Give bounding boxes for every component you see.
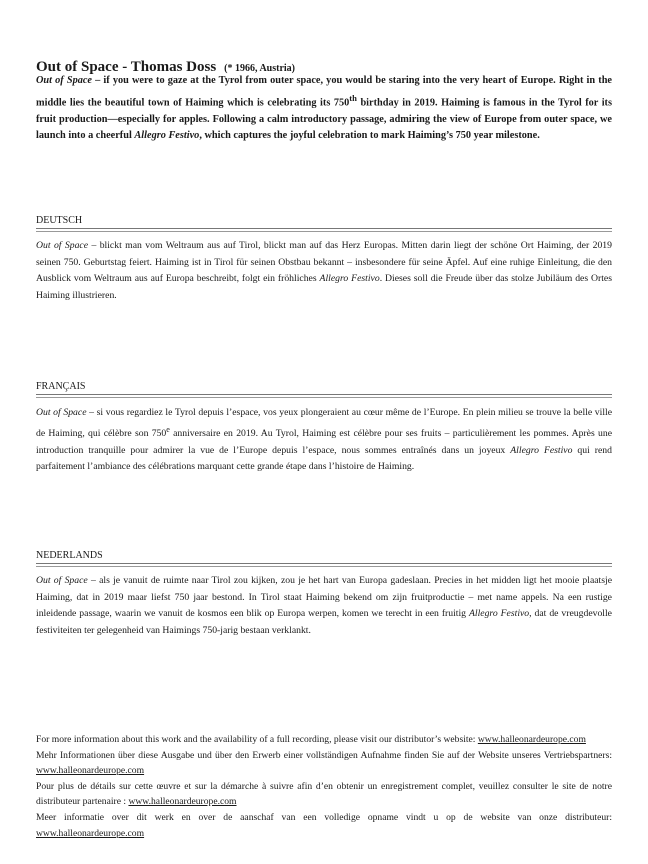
- nl-work-title: Out of Space: [36, 575, 88, 586]
- footer-english-link[interactable]: www.halleonardeurope.com: [477, 734, 586, 745]
- footer-francais: [36, 779, 612, 810]
- footer-distributor-info: [36, 732, 612, 841]
- fr-text-3: qui rend parfaitement l’ambiance des célébrations marquant cette grande étape dans l’histoire de Haiming.: [36, 444, 612, 473]
- footer-english-text: For more information about this work and the availability of a full recording, please visit our distributor’s website:: [36, 734, 478, 745]
- footer-deutsch-link[interactable]: www.halleonardeurope.com: [36, 765, 145, 777]
- section-heading-deutsch: DEUTSCH: [36, 215, 612, 229]
- footer-nederlands: [36, 810, 612, 841]
- intro-superscript: th: [349, 92, 357, 103]
- section-heading-nederlands: NEDERLANDS: [36, 550, 612, 564]
- fr-tempo-marking: Allegro Festivo: [510, 444, 573, 456]
- footer-francais-link[interactable]: www.halleonardeurope.com: [128, 796, 237, 808]
- nl-text-1: – als je vanuit de ruimte naar Tirol zou kijken, zou je het hart van Europa gadeslaan. Precies in het midden ligt het mooie plaatsje Haiming, dat in 2019 maar liefst 750 jaar bestond. In Tirol staat Haiming bekend om zijn fruitproductie – met name appels. Na een rustige inleidende passage, waarin we vanuit de kosmos een blik op Europa werpen, komen we terecht in een fruitig: [36, 575, 612, 620]
- section-body-nederlands: [36, 573, 612, 640]
- footer-english: [36, 732, 612, 748]
- de-text-2: . Dieses soll die Freude über das stolze Jubiläum des Ortes Haiming illustrieren.: [36, 273, 613, 302]
- intro-paragraph-english: [36, 73, 612, 145]
- de-work-title: Out of Space: [36, 240, 89, 251]
- footer-deutsch: [36, 748, 612, 779]
- nl-text-2: , dat de vreugdevolle festiviteiten ter gelegenheid van Haimings 750-jarig bestaan verklankt.: [36, 608, 612, 637]
- section-heading-francais: FRANÇAIS: [36, 381, 612, 395]
- fr-text-2: anniversaire en 2019. Au Tyrol, Haiming est célèbre pour ses fruits – particulièrement les pommes. Après une introduction tranquille pour admirer la vue de l’Europe depuis l’espace, nous sommes entraînés dans un joyeux: [36, 427, 613, 456]
- de-tempo-marking: Allegro Festivo: [319, 273, 380, 285]
- footer-nederlands-link[interactable]: www.halleonardeurope.com: [36, 827, 145, 839]
- fr-text-1: – si vous regardiez le Tyrol depuis l’espace, vos yeux plongeraient au cœur même de l’Europe. En plein milieu se trouve la belle ville de Haiming, qui célèbre son 750: [36, 407, 613, 439]
- section-body-francais: [36, 405, 612, 476]
- de-text-1: – blickt man vom Weltraum aus auf Tirol, blickt man auf das Herz Europas. Mitten darin liegt der schöne Ort Haiming, der 2019 seinen 750. Geburtstag feiert. Haiming ist in Tirol für seinen Obstbau bekannt – insbesondere für seine Äpfel. Auf eine ruhige Einleitung, die den Ausblick vom Weltraum aus auf Europa beschreibt, folgt ein fröhliches: [36, 240, 612, 285]
- footer-deutsch-text: Mehr Informationen über diese Ausgabe und über den Erwerb einer vollständigen Aufnahme finden Sie auf der Website unseres Vertriebspartners:: [36, 749, 612, 761]
- intro-text-1: – if you were to gaze at the Tyrol from outer space, you would be staring into the very heart of Europe. Right in the middle lies the beautiful town of Haiming which is celebrating its 750: [36, 75, 612, 109]
- intro-work-title: Out of Space: [36, 75, 93, 86]
- footer-francais-text: Pour plus de détails sur cette œuvre et sur la démarche à suivre afin d’en obtenir un enregistrement complet, veuillez consulter le site de notre distributeur partenaire :: [36, 780, 612, 808]
- title-main: Out of Space - Thomas Doss: [36, 59, 217, 75]
- fr-work-title: Out of Space: [36, 407, 87, 418]
- nl-tempo-marking: Allegro Festivo: [468, 608, 530, 620]
- intro-text-3: , which captures the joyful celebration to mark Haiming’s 750 year milestone.: [199, 130, 540, 142]
- fr-superscript: e: [166, 424, 170, 434]
- intro-text-2: birthday in 2019. Haiming is famous in the Tyrol for its fruit production—especially for apples. Following a calm introductory passage, admiring the view of Europe from outer space, we launch into a cheerful: [36, 97, 612, 142]
- footer-nederlands-text: Meer informatie over dit werk en over de aanschaf van een volledige opname vindt u op de website van onze distributeur:: [36, 811, 612, 823]
- section-body-deutsch: [36, 238, 612, 305]
- title-subtitle: (* 1966, Austria): [224, 63, 296, 74]
- intro-tempo-marking: Allegro Festivo: [134, 130, 200, 142]
